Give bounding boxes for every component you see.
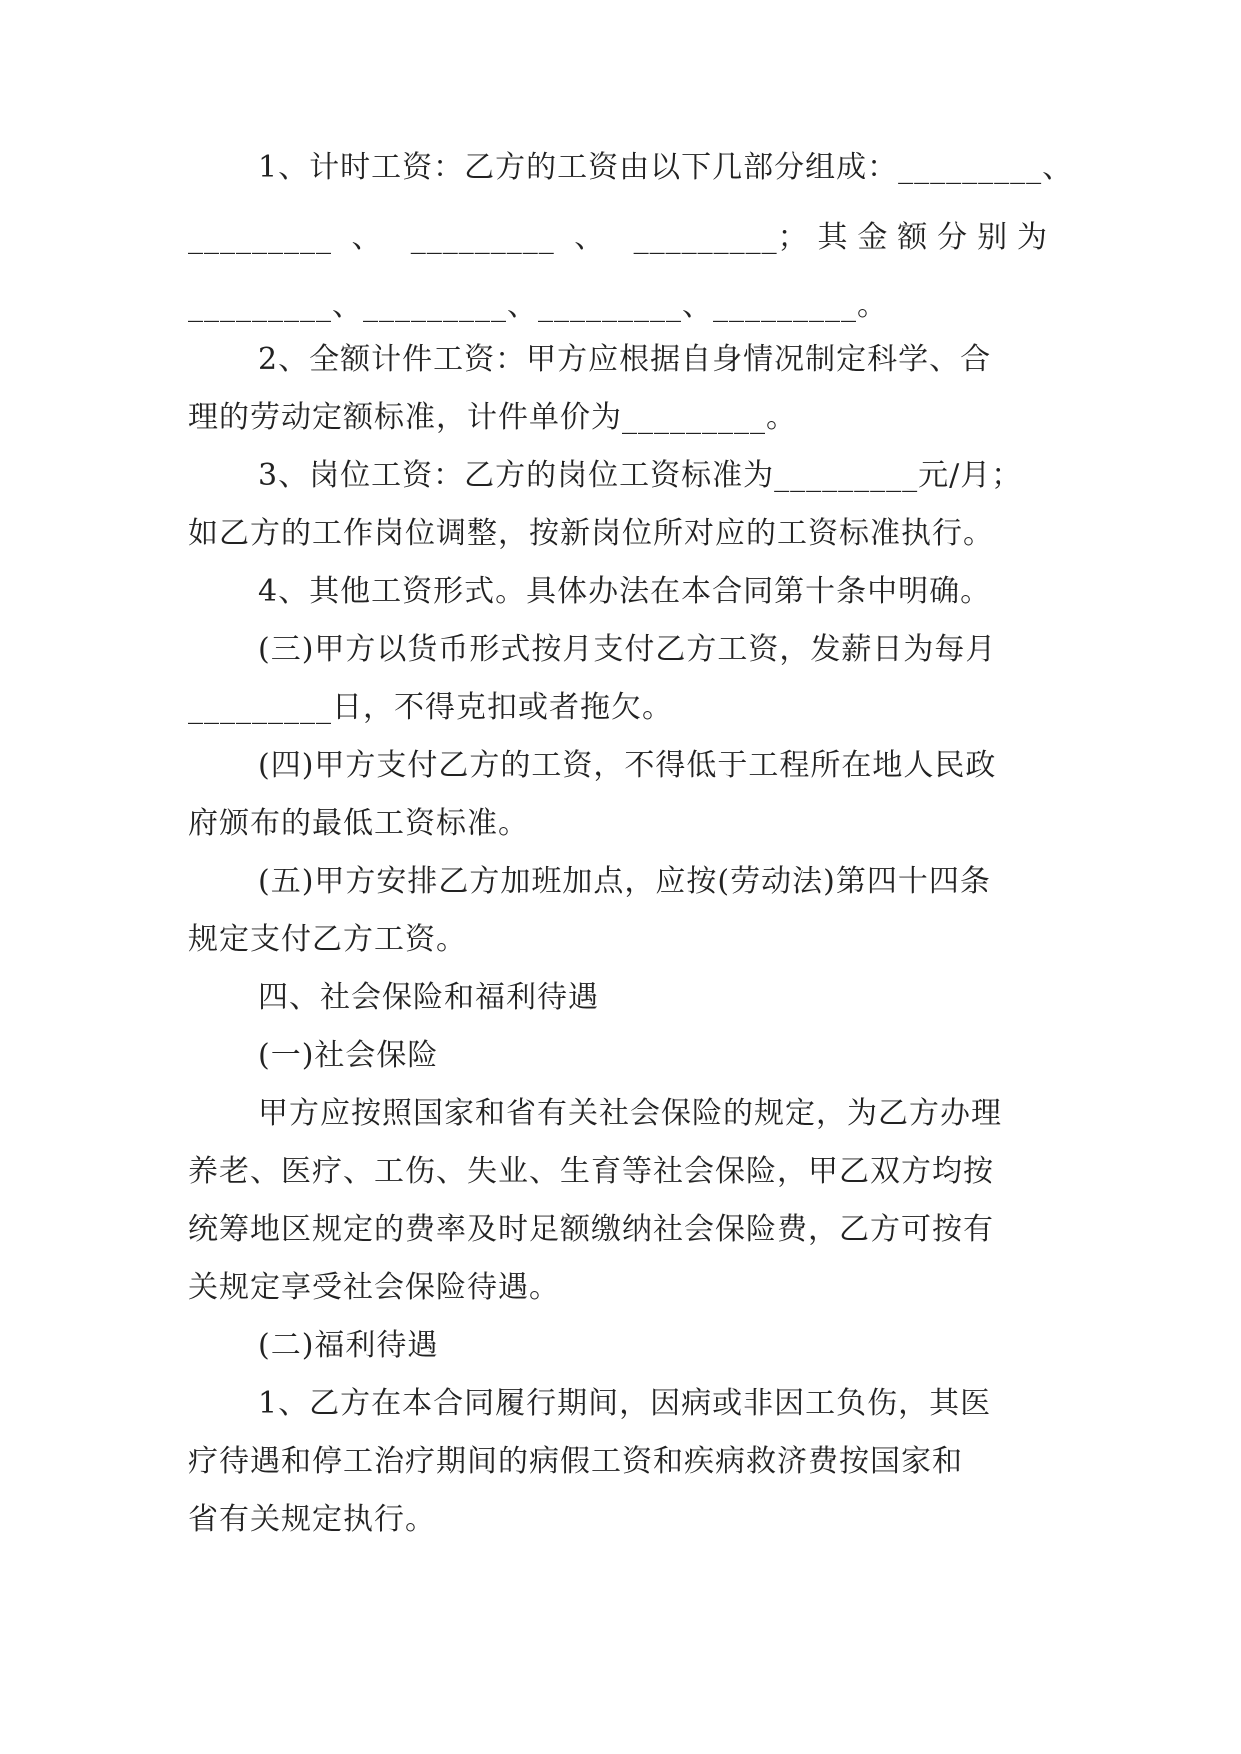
paragraph-line: _________、_________、_________、_________。 (188, 288, 888, 323)
paragraph-line: 甲方应按照国家和省有关社会保险的规定，为乙方办理 (258, 1096, 1002, 1131)
paragraph-line: 府颁布的最低工资标准。 (188, 806, 529, 841)
paragraph-line: 4、其他工资形式。具体办法在本合同第十条中明确。 (258, 574, 992, 609)
paragraph-line: 2、全额计件工资：甲方应根据自身情况制定科学、合 (258, 342, 992, 377)
paragraph-line: (五)甲方安排乙方加班加点，应按(劳动法)第四十四条 (258, 864, 991, 899)
paragraph-line: _________日，不得克扣或者拖欠。 (188, 690, 673, 725)
paragraph-line: 省有关规定执行。 (188, 1502, 436, 1537)
paragraph-line: 理的劳动定额标准，计件单价为_________。 (188, 400, 797, 435)
paragraph-line: 如乙方的工作岗位调整，按新岗位所对应的工资标准执行。 (188, 516, 994, 551)
paragraph-line: 养老、医疗、工伤、失业、生育等社会保险，甲乙双方均按 (188, 1154, 994, 1189)
section-heading: 四、社会保险和福利待遇 (258, 980, 599, 1015)
paragraph-line: (三)甲方以货币形式按月支付乙方工资，发薪日为每月 (258, 632, 997, 667)
paragraph-line: 统筹地区规定的费率及时足额缴纳社会保险费，乙方可按有 (188, 1212, 994, 1247)
paragraph-line: 1、乙方在本合同履行期间，因病或非因工负伤，其医 (258, 1386, 992, 1421)
subsection-heading: (一)社会保险 (258, 1038, 439, 1073)
paragraph-line: 3、岗位工资：乙方的岗位工资标准为_________元/月； (258, 458, 1023, 493)
paragraph-line: 1、计时工资：乙方的工资由以下几部分组成：_________、 (258, 150, 1074, 185)
paragraph-line: 规定支付乙方工资。 (188, 922, 467, 957)
paragraph-line: 关规定享受社会保险待遇。 (188, 1270, 560, 1305)
paragraph-line: 疗待遇和停工治疗期间的病假工资和疾病救济费按国家和 (188, 1444, 963, 1479)
paragraph-line: (四)甲方支付乙方的工资，不得低于工程所在地人民政 (258, 748, 997, 783)
paragraph-line: _________ 、 _________ 、 _________；其金额分别为 (188, 220, 1048, 255)
subsection-heading: (二)福利待遇 (258, 1328, 439, 1363)
